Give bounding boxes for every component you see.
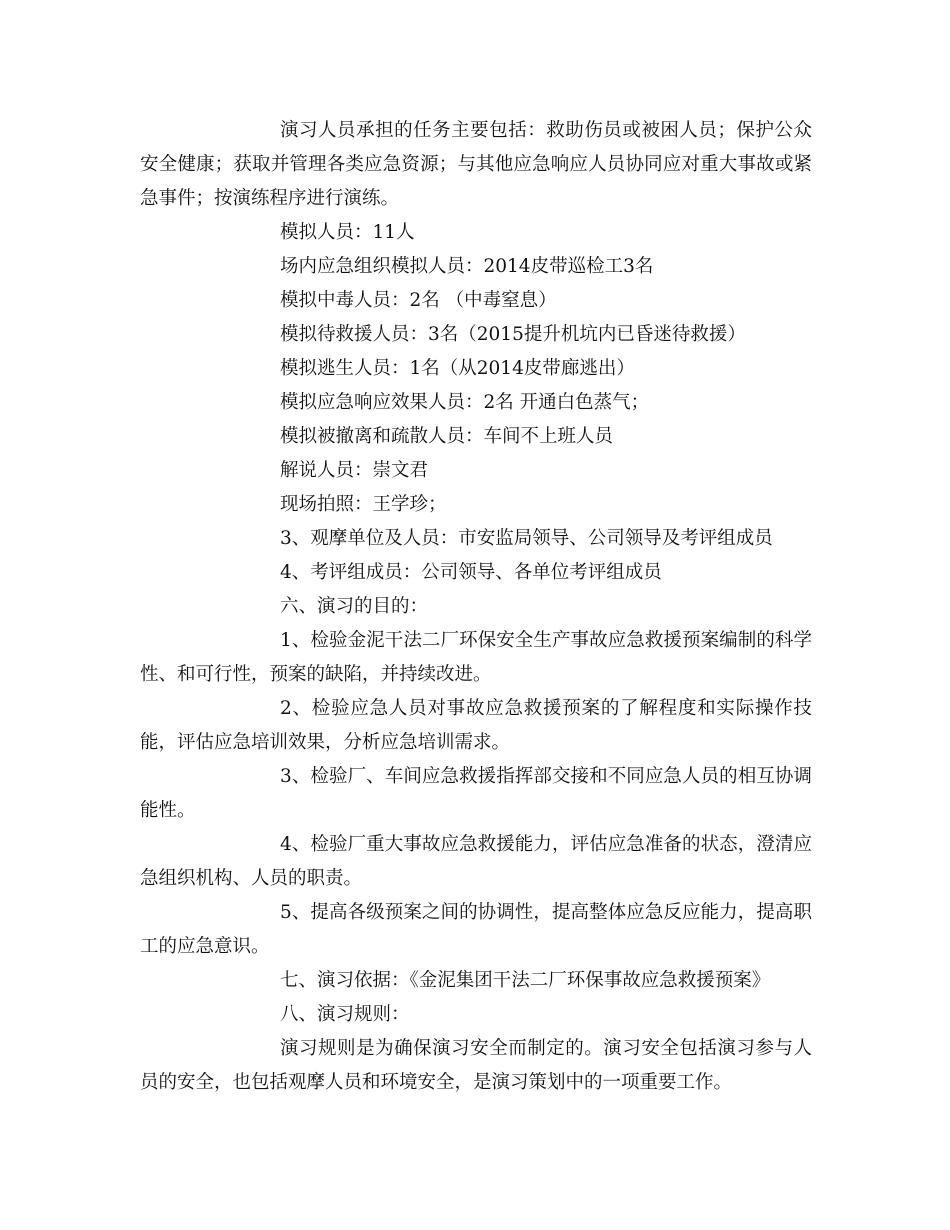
paragraph-purpose-3: 3、检验厂、车间应急救援指挥部交接和不同应急人员的相互协调能性。: [140, 766, 812, 821]
section-heading-purpose: 六、演习的目的：: [280, 596, 429, 617]
item-rescue-simulators: 模拟待救援人员：3名（2015提升机坑内已昏迷待救援）: [280, 324, 746, 345]
item-simulated-personnel: 模拟人员：11人: [280, 222, 415, 243]
item-photographer: 现场拍照：王学珍；: [280, 494, 447, 515]
item-poisoned-simulators: 模拟中毒人员：2名 （中毒窒息）: [280, 290, 557, 311]
item-narrator: 解说人员：崇文君: [280, 460, 429, 481]
paragraph-purpose-1: 1、检验金泥干法二厂环保安全生产事故应急救援预案编制的科学性、和可行性，预案的缺陷，并持续改进。: [140, 630, 812, 685]
paragraph-rules: 演习规则是为确保演习安全而制定的。演习安全包括演习参与人员的安全，也包括观摩人员和环境安全，是演习策划中的一项重要工作。: [140, 1038, 812, 1093]
paragraph-purpose-5: 5、提高各级预案之间的协调性，提高整体应急反应能力，提高职工的应急意识。: [140, 902, 812, 957]
item-response-effect-simulators: 模拟应急响应效果人员：2名 开通白色蒸气；: [280, 392, 650, 413]
section-heading-basis: 七、演习依据：《金泥集团干法二厂环保事故应急救援预案》: [280, 970, 771, 991]
section-heading-rules: 八、演习规则：: [280, 1004, 410, 1025]
item-escape-simulators: 模拟逃生人员：1名（从2014皮带廊逃出）: [280, 358, 635, 379]
item-evaluation-team: 4、考评组成员：公司领导、各单位考评组成员: [280, 562, 662, 583]
item-observers: 3、观摩单位及人员：市安监局领导、公司领导及考评组成员: [280, 528, 773, 549]
paragraph-purpose-2: 2、检验应急人员对事故应急救援预案的了解程度和实际操作技能，评估应急培训效果，分析应急培训需求。: [140, 698, 812, 753]
paragraph-purpose-4: 4、检验厂重大事故应急救援能力，评估应急准备的状态，澄清应急组织机构、人员的职责。: [140, 834, 812, 889]
item-onsite-simulators: 场内应急组织模拟人员：2014皮带巡检工3名: [280, 256, 654, 277]
paragraph-exercise-tasks: 演习人员承担的任务主要包括：救助伤员或被困人员；保护公众安全健康；获取并管理各类应急资源；与其他应急响应人员协同应对重大事故或紧急事件；按演练程序进行演练。: [140, 120, 812, 209]
item-evacuation-simulators: 模拟被撤离和疏散人员：车间不上班人员: [280, 426, 614, 447]
